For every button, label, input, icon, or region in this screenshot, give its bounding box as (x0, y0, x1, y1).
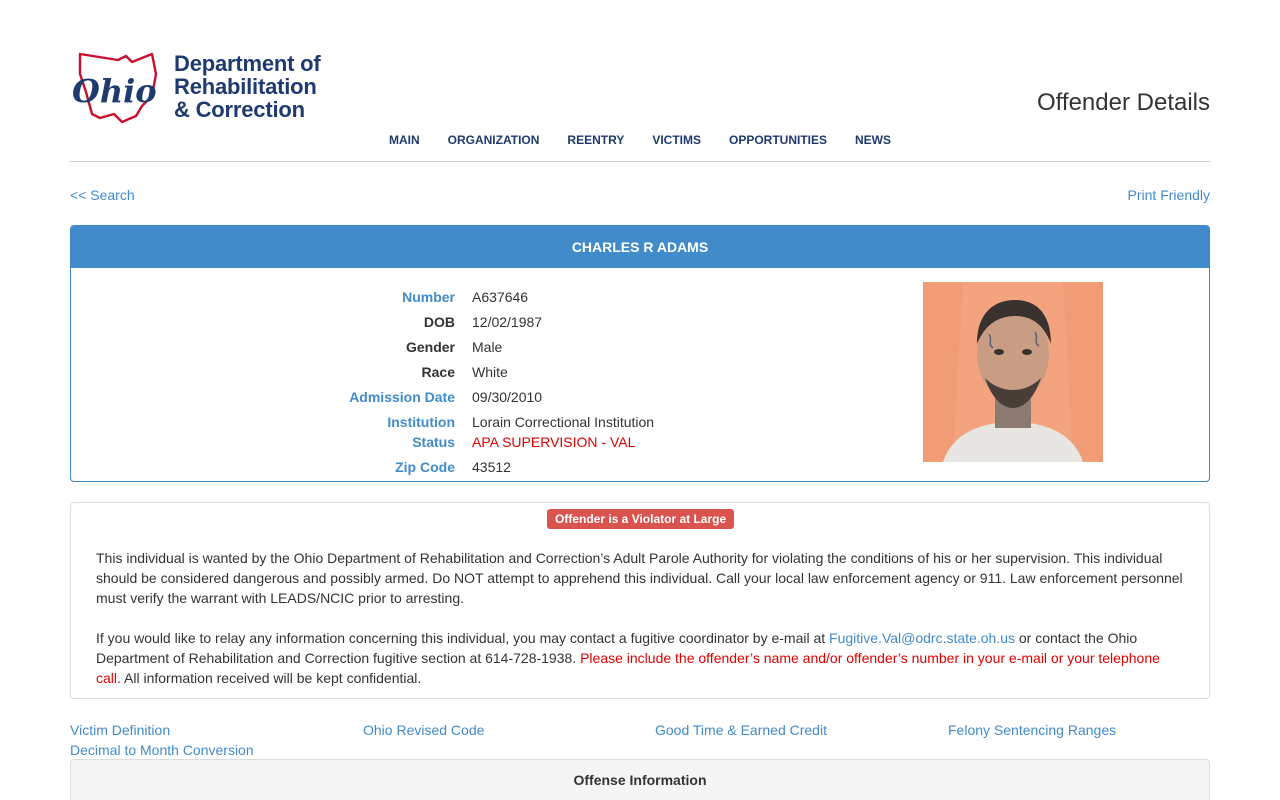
field-row-number (71, 287, 711, 307)
field-label: Gender (405, 339, 455, 355)
back-to-search-link[interactable]: << Search (70, 187, 135, 203)
field-value: Male (472, 339, 503, 355)
field-value: White (472, 364, 508, 380)
logo-line-3: & Correction (174, 97, 305, 122)
nav-item-organization[interactable]: ORGANIZATION (447, 133, 540, 147)
logo-line-1: Department of (174, 51, 321, 76)
fugitive-email-link[interactable]: Fugitive.Val@odrc.state.oh.us (829, 630, 1015, 646)
confidential-text: All information received will be kept confidential. (120, 670, 422, 686)
field-row-gender (71, 337, 711, 357)
victim-definition-link[interactable]: Victim Definition (70, 722, 171, 738)
field-row-dob (71, 312, 711, 332)
good-time-earned-credit-link[interactable]: Good Time & Earned Credit (655, 722, 827, 738)
field-row-institution (71, 412, 711, 432)
nav-item-victims[interactable]: VICTIMS (652, 133, 701, 147)
field-value: A637646 (472, 289, 529, 305)
offender-panel (70, 225, 1210, 482)
contact-text: If you would like to relay any information concerning this individual, you may contact a fugitive coordinator by e-mail at (96, 630, 830, 646)
field-label[interactable]: Institution (387, 414, 455, 430)
field-label: DOB (423, 314, 455, 330)
field-row-race (71, 362, 711, 382)
field-label[interactable]: Zip Code (395, 459, 455, 475)
field-label[interactable]: Status (412, 434, 455, 450)
page-title: Offender Details (1037, 89, 1210, 116)
status-value: APA SUPERVISION - VAL (472, 434, 636, 450)
offender-name-heading: CHARLES R ADAMS (71, 226, 1209, 268)
field-row-status (71, 432, 711, 452)
field-label: Number (402, 289, 455, 305)
nav-item-reentry[interactable]: REENTRY (567, 133, 625, 147)
field-label: Race (421, 364, 455, 380)
site-header (70, 0, 1210, 162)
field-row-zip-code (71, 457, 711, 477)
warning-paragraph: This individual is wanted by the Ohio Department of Rehabilitation and Correction’s Adult Parole Authority for violating the conditions of his or her supervision. This individual should be considered dangerous and possibly armed. Do NOT attempt to apprehend this individual. Call your local law enforcement agency or 911. Law enforcement personnel must verify the warrant with LEADS/NCIC prior to arresting. (96, 550, 1183, 606)
field-value: 12/02/1987 (472, 314, 543, 330)
field-value: 09/30/2010 (472, 389, 543, 405)
nav-item-opportunities[interactable]: OPPORTUNITIES (729, 133, 828, 147)
offender-portrait-image (923, 282, 1103, 462)
offense-information-panel (70, 759, 1210, 800)
violator-badge: Offender is a Violator at Large (547, 509, 734, 529)
logo-wordmark (174, 52, 321, 121)
violator-notice (70, 502, 1210, 699)
print-friendly-link[interactable]: Print Friendly (1127, 187, 1210, 203)
offense-information-heading: Offense Information (573, 772, 707, 788)
odrc-logo[interactable] (70, 52, 330, 124)
ohio-revised-code-link[interactable]: Ohio Revised Code (363, 722, 485, 738)
logo-script-text: Ohio (72, 72, 157, 110)
ohio-state-logo-icon (70, 52, 166, 124)
offender-photo (923, 282, 1103, 462)
contact-paragraph (96, 628, 1186, 688)
contact-text: or contact the Ohio Department of Rehabilitation and Correction fugitive section at 614-728-1938. (96, 630, 1138, 666)
logo-line-2: Rehabilitation (174, 74, 317, 99)
nav-item-news[interactable]: NEWS (855, 133, 892, 147)
contact-instruction: Please include the offender’s name and/or offender’s number in your e-mail or your telephone call. (96, 650, 1160, 686)
felony-sentencing-ranges-link[interactable]: Felony Sentencing Ranges (948, 722, 1117, 738)
decimal-to-month-link[interactable]: Decimal to Month Conversion (70, 742, 254, 758)
nav-item-main[interactable]: MAIN (388, 133, 420, 147)
main-nav (70, 133, 1210, 147)
field-row-admission-date (71, 387, 711, 407)
field-value: Lorain Correctional Institution (472, 414, 655, 430)
field-value: 43512 (472, 459, 511, 475)
field-label: Admission Date (349, 389, 455, 405)
